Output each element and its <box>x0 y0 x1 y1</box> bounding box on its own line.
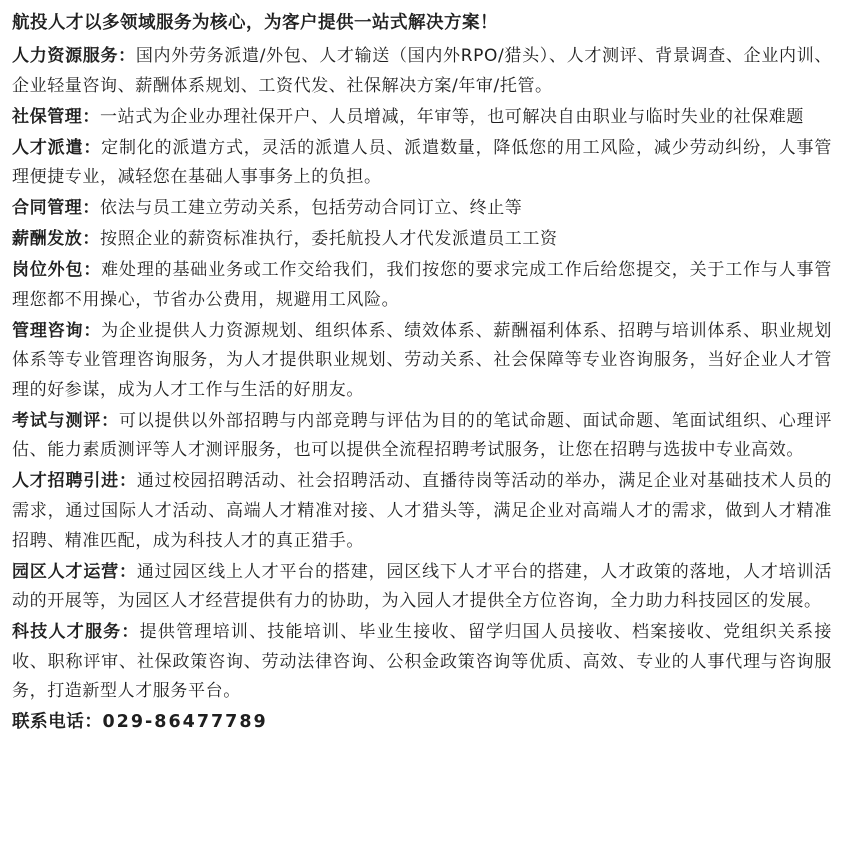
service-entry-recruitment <box>12 467 832 556</box>
service-label: 考试与测评： <box>12 410 119 431</box>
service-entry-social-security <box>12 103 832 133</box>
contact-line <box>12 707 832 737</box>
service-description: 可以提供以外部招聘与内部竞聘与评估为目的的笔试命题、面试命题、笔面试组织、心理评估、能力素质测评等人才测评服务，也可以提供全流程招聘考试服务，让您在招聘与选拔中专业高效。 <box>12 410 833 461</box>
service-description: 提供管理培训、技能培训、毕业生接收、留学归国人员接收、档案接收、党组织关系接收、职称评审、社保政策咨询、劳动法律咨询、公积金政策咨询等优质、高效、专业的人事代理与咨询服务，打造新型人才服务平台。 <box>12 622 832 702</box>
service-entry-assessment <box>12 407 832 466</box>
service-entry-tech-talent <box>12 618 832 707</box>
service-entry-hr <box>12 42 832 101</box>
headline: 航投人才以多领域服务为核心，为客户提供一站式解决方案！ <box>12 13 498 33</box>
contact-phone: 029-86477789 <box>102 711 268 732</box>
service-entry-outsourcing <box>12 256 832 315</box>
service-label: 管理咨询： <box>12 320 102 341</box>
service-label: 薪酬发放： <box>12 229 100 250</box>
service-label: 人才派遣： <box>12 137 102 158</box>
service-description: 按照企业的薪资标准执行，委托航投人才代发派遣员工工资 <box>100 229 558 250</box>
service-description: 通过校园招聘活动、社会招聘活动、直播待岗等活动的举办，满足企业对基础技术人员的需求，通过国际人才活动、高端人才精准对接、人才猎头等，满足企业对高端人才的需求，做到人才精准招聘、精准匹配，成为科技人才的真正猎手。 <box>12 471 833 551</box>
service-label: 合同管理： <box>12 198 100 219</box>
service-label: 人才招聘引进： <box>12 471 137 492</box>
service-entry-consulting <box>12 317 832 406</box>
service-description: 国内外劳务派遣/外包、人才输送（国内外RPO/猎头）、人才测评、背景调查、企业内训、企业轻量咨询、薪酬体系规划、工资代发、社保解决方案/年审/托管。 <box>12 46 832 96</box>
service-label: 科技人才服务： <box>12 622 140 643</box>
service-description: 为企业提供人力资源规划、组织体系、绩效体系、薪酬福利体系、招聘与培训体系、职业规划体系等专业管理咨询服务，为人才提供职业规划、劳动关系、社会保障等专业咨询服务，当好企业人才管理的好参谋，成为人才工作与生活的好朋友。 <box>12 320 832 400</box>
service-entry-park-operations <box>12 558 832 617</box>
service-description: 定制化的派遣方式，灵活的派遣人员、派遣数量，降低您的用工风险，减少劳动纠纷，人事管理便捷专业，减轻您在基础人事事务上的负担。 <box>12 137 832 188</box>
service-entry-payroll <box>12 225 832 255</box>
service-description: 一站式为企业办理社保开户、人员增减，年审等，也可解决自由职业与临时失业的社保难题 <box>100 106 804 127</box>
service-label: 岗位外包： <box>12 260 102 281</box>
service-description: 通过园区线上人才平台的搭建，园区线下人才平台的搭建，人才政策的落地，人才培训活动的开展等，为园区人才经营提供有力的协助，为入园人才提供全方位咨询，全力助力科技园区的发展。 <box>12 561 833 612</box>
service-description: 依法与员工建立劳动关系，包括劳动合同订立、终止等 <box>100 198 523 219</box>
service-label: 人力资源服务： <box>12 46 136 66</box>
service-description: 难处理的基础业务或工作交给我们，我们按您的要求完成工作后给您提交，关于工作与人事管理您都不用操心，节省办公费用，规避用工风险。 <box>12 260 832 310</box>
contact-label: 联系电话： <box>12 711 103 732</box>
service-entry-dispatch <box>12 134 832 193</box>
service-label: 园区人才运营： <box>12 561 137 582</box>
service-label: 社保管理： <box>12 106 100 127</box>
service-entry-contract <box>12 194 832 224</box>
